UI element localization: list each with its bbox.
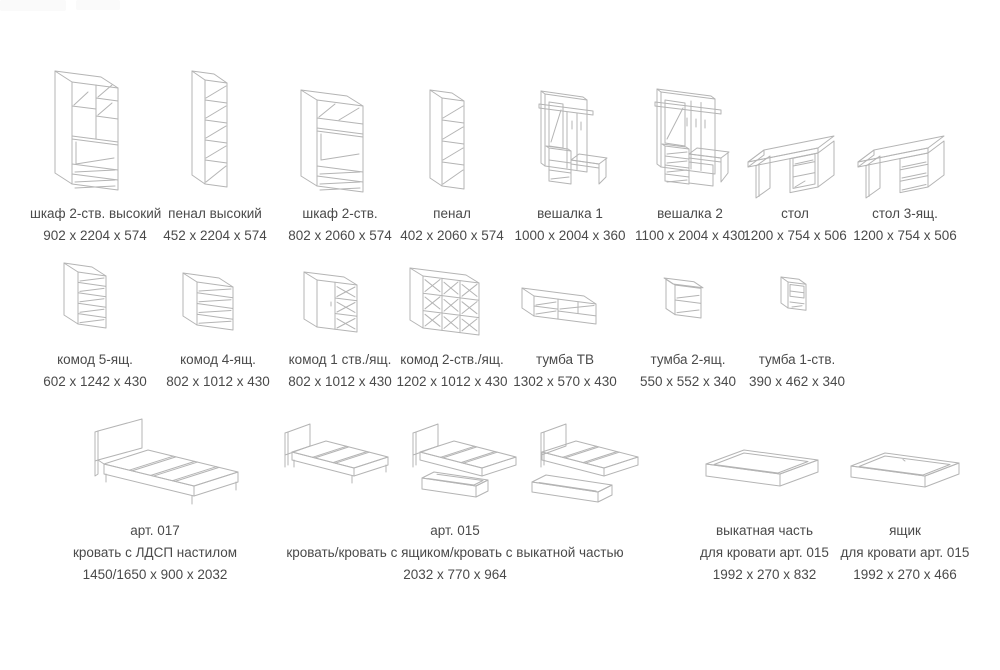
item-pullout-part [692,412,837,586]
item-drawer-box [835,412,975,586]
item-dims: 1000 x 2004 x 360 [514,228,626,243]
item-name: комод 4-ящ. [180,352,256,367]
item-hall-unit-1 [505,60,635,247]
item-penal-tall [150,60,280,247]
item-dims: 1992 x 270 x 466 [853,567,957,582]
item-dims: 1200 x 754 x 506 [853,228,957,243]
item-name: комод 1 ств./ящ. [288,352,392,367]
penal-tall-drawing [150,60,280,200]
item-name: тумба 2-ящ. [650,352,726,367]
item-wardrobe-2door [275,60,405,247]
item-desc: для кровати арт. 015 [840,545,970,560]
wardrobe-2door-tall-drawing [30,60,160,200]
item-bed-017 [70,412,240,586]
penal-drawing [387,60,517,200]
item-name: тумба ТВ [536,352,594,367]
chest-2door-drawers-drawing [387,258,517,346]
item-dims: 390 x 462 x 340 [748,374,846,389]
drawer-box-drawing [835,412,975,517]
item-dims: 802 x 2060 x 574 [288,228,392,243]
item-dims: 402 x 2060 x 574 [400,228,504,243]
item-name: пенал высокий [168,206,262,221]
item-dims: 802 x 1012 x 430 [166,374,270,389]
item-tv-stand [500,258,630,393]
item-name: шкаф 2-ств. высокий [30,206,162,221]
item-desc: для кровати арт. 015 [700,545,829,560]
item-chest-5-drawers [30,258,160,393]
item-chest-1door-drawers [275,258,405,393]
item-desc: кровать/кровать с ящиком/кровать с выкатной частью [286,545,624,560]
chest-1door-drawers-drawing [275,258,405,346]
item-dims: 1992 x 270 x 832 [712,567,817,582]
item-name: комод 2-ств./ящ. [400,352,504,367]
item-dims: 1302 x 570 x 430 [513,374,617,389]
item-name: вешалка 2 [657,206,723,221]
chest-4-drawers-drawing [153,258,283,346]
nightstand-1-door-drawing [732,258,862,346]
item-dims: 1450/1650 x 900 x 2032 [82,567,228,582]
item-desk-3-drawers [840,60,970,247]
pullout-part-drawing [692,412,837,517]
item-dims: 2032 x 770 x 964 [403,567,507,582]
chest-5-drawers-drawing [30,258,160,346]
item-name: вешалка 1 [537,206,603,221]
item-dims: 602 x 1242 x 430 [43,374,147,389]
wardrobe-2door-drawing [275,60,405,200]
item-name: выкатная часть [715,523,813,538]
item-dims: 802 x 1012 x 430 [288,374,392,389]
item-name: тумба 1-ств. [758,352,836,367]
item-art: арт. 015 [430,523,480,538]
bed-015-group-drawing [270,412,640,517]
item-name: пенал [433,206,471,221]
item-dims: 1200 x 754 x 506 [743,228,847,243]
desk-3-drawers-drawing [840,60,970,200]
hall-unit-1-drawing [505,60,635,200]
item-dims: 550 x 552 x 340 [639,374,737,389]
item-chest-2door-drawers [387,258,517,393]
item-wardrobe-2door-tall [30,60,160,247]
item-dims: 1202 x 1012 x 430 [396,374,508,389]
item-name: стол 3-ящ. [872,206,938,221]
item-nightstand-1-door [732,258,862,393]
item-bed-015-group [270,412,640,586]
tv-stand-drawing [500,258,630,346]
corner-smudge [0,0,66,11]
item-desc: кровать с ЛДСП настилом [72,545,238,560]
bed-017-drawing [70,412,240,517]
item-name: стол [781,206,809,221]
item-name: шкаф 2-ств. [302,206,378,221]
item-dims: 902 x 2204 x 574 [43,228,147,243]
item-art: арт. 017 [130,523,180,538]
item-name: комод 5-ящ. [57,352,133,367]
item-chest-4-drawers [153,258,283,393]
item-name: ящик [889,523,921,538]
item-penal [387,60,517,247]
item-dims: 1100 x 2004 x 430 [634,228,746,243]
item-dims: 452 x 2204 x 574 [163,228,267,243]
corner-smudge [76,0,120,10]
